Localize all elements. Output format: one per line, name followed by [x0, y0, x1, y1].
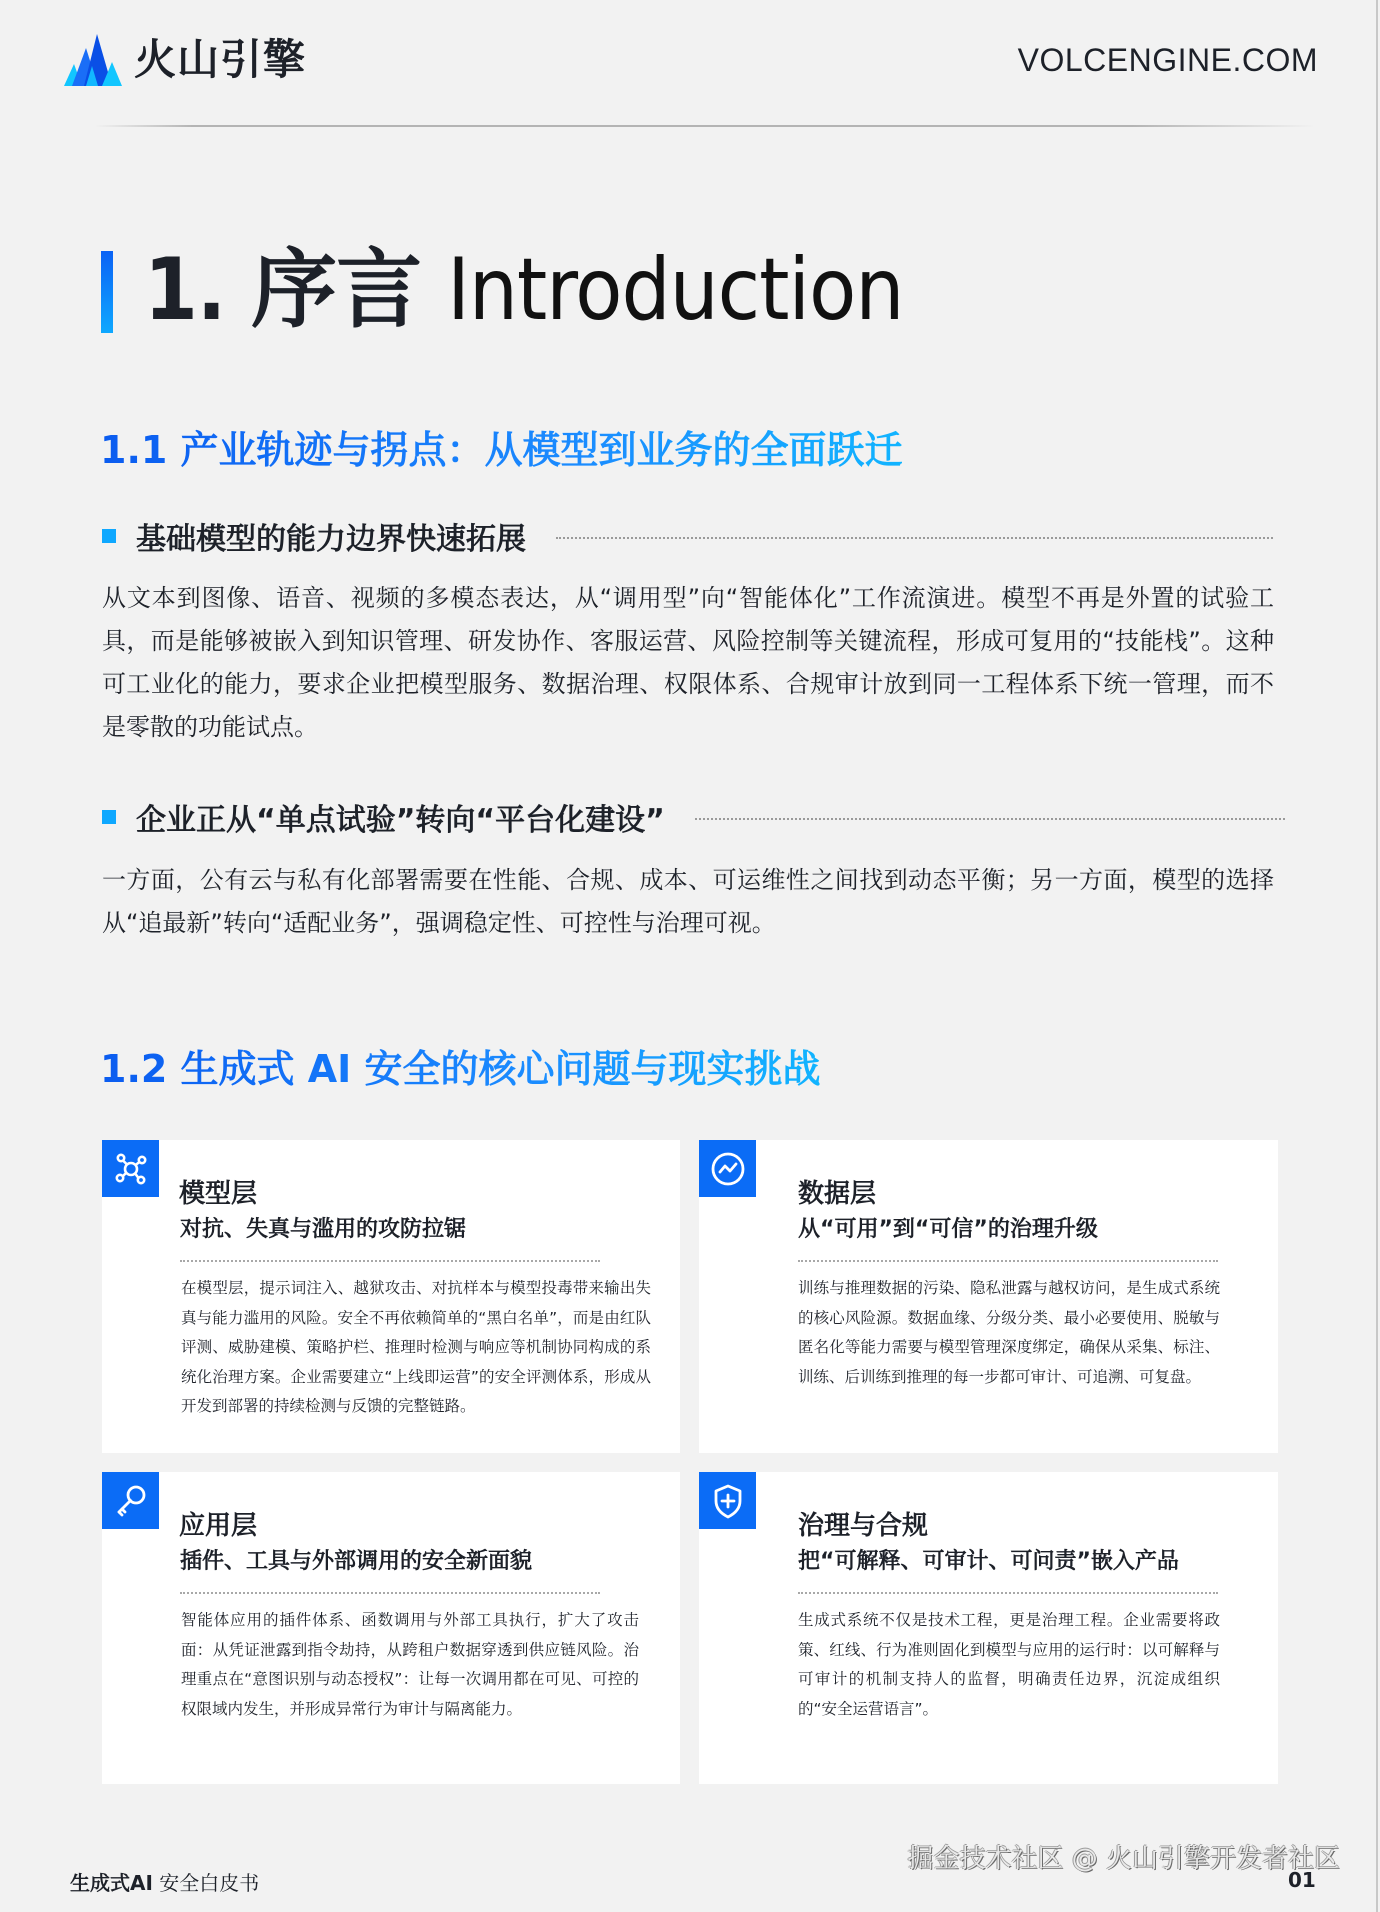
page-edge: [1376, 0, 1378, 1912]
watermark: 掘金技术社区 @ 火山引擎开发者社区: [907, 1844, 1340, 1874]
square-bullet-icon: [102, 810, 116, 824]
card-data-layer: [699, 1140, 1278, 1453]
card-body: 智能体应用的插件体系、函数调用与外部工具执行，扩大了攻击面：从凭证泄露到指令劫持，从跨租户数据穿透到供应链风险。治理重点在“意图识别与动态授权”：让每一次调用都在可见、可控的权限域内发生，并形成异常行为审计与隔离能力。: [181, 1611, 639, 1718]
chapter-accent-bar: [101, 251, 113, 333]
key-icon: [102, 1472, 159, 1529]
subsection-header: [102, 796, 1285, 838]
document-title-footer: [70, 1867, 259, 1896]
card-governance-compliance: [699, 1472, 1278, 1784]
dotted-rule: [798, 1592, 1218, 1594]
footer-title-rest: 安全白皮书: [152, 1871, 260, 1895]
card-title: 数据层: [798, 1179, 877, 1209]
dotted-rule: [556, 537, 1273, 539]
card-body: 在模型层，提示词注入、越狱攻击、对抗样本与模型投毒带来输出失真与能力滥用的风险。安全不再依赖简单的“黑白名单”，而是由红队评测、威胁建模、策略护栏、推理时检测与响应等机制协同构成的系统化治理方案。企业需要建立“上线即运营”的安全评测体系，形成从开发到部署的持续检测与反馈的完整链路。: [181, 1279, 651, 1415]
card-title: 应用层: [179, 1511, 258, 1541]
card-body: 生成式系统不仅是技术工程，更是治理工程。企业需要将政策、红线、行为准则固化到模型与应用的运行时：以可解释与可审计的机制支持人的监督，明确责任边界，沉淀成组织的“安全运营语言”。: [798, 1611, 1220, 1718]
section-heading-1-1: 1.1 产业轨迹与拐点：从模型到业务的全面跃迁: [100, 428, 903, 472]
dotted-rule: [180, 1592, 600, 1594]
dotted-rule: [180, 1260, 600, 1262]
shield-plus-icon: [699, 1472, 756, 1529]
dotted-rule: [798, 1260, 1218, 1262]
card-subtitle: 从“可用”到“可信”的治理升级: [798, 1217, 1098, 1242]
dotted-rule: [695, 818, 1285, 820]
brand-logo: [64, 34, 306, 86]
chapter-title-en: Introduction: [447, 240, 904, 340]
section-heading-1-2: 1.2 生成式 AI 安全的核心问题与现实挑战: [100, 1047, 821, 1091]
brand-name: 火山引擎: [134, 35, 307, 84]
card-title: 治理与合规: [798, 1511, 929, 1541]
trend-circle-icon: [699, 1140, 756, 1197]
header-divider: [95, 125, 1315, 127]
chapter-title: [144, 240, 903, 340]
subsection-body: 从文本到图像、语音、视频的多模态表达，从“调用型”向“智能体化”工作流演进。模型不再是外置的试验工具，而是能够被嵌入到知识管理、研发协作、客服运营、风险控制等关键流程，形成可复用的“技能栈”。这种可工业化的能力，要求企业把模型服务、数据治理、权限体系、合规审计放到同一工程体系下统一管理，而不是零散的功能试点。: [102, 584, 1274, 741]
chapter-number: 1. 序言: [144, 240, 422, 340]
subsection-header: [102, 515, 1285, 557]
footer-title-bold: 生成式AI: [70, 1871, 153, 1895]
volcano-logo-icon: [64, 34, 122, 86]
card-body: 训练与推理数据的污染、隐私泄露与越权访问，是生成式系统的核心风险源。数据血缘、分级分类、最小必要使用、脱敏与匿名化等能力需要与模型管理深度绑定，确保从采集、标注、训练、后训练到推理的每一步都可审计、可追溯、可复盘。: [798, 1279, 1220, 1386]
network-nodes-icon: [102, 1140, 159, 1197]
card-subtitle: 把“可解释、可审计、可问责”嵌入产品: [798, 1549, 1179, 1574]
subsection-title: 企业正从“单点试验”转向“平台化建设”: [136, 803, 665, 838]
card-title: 模型层: [179, 1179, 258, 1209]
site-url: VOLCENGINE.COM: [1017, 42, 1318, 78]
subsection-body: 一方面，公有云与私有化部署需要在性能、合规、成本、可运维性之间找到动态平衡；另一方面，模型的选择从“追最新”转向“适配业务”，强调稳定性、可控性与治理可视。: [102, 866, 1274, 937]
card-application-layer: [102, 1472, 680, 1784]
page-number: 01: [1288, 1868, 1316, 1892]
card-subtitle: 插件、工具与外部调用的安全新面貌: [180, 1549, 533, 1574]
square-bullet-icon: [102, 529, 116, 543]
card-subtitle: 对抗、失真与滥用的攻防拉锯: [180, 1217, 467, 1242]
card-model-layer: [102, 1140, 680, 1453]
subsection-title: 基础模型的能力边界快速拓展: [136, 522, 526, 557]
